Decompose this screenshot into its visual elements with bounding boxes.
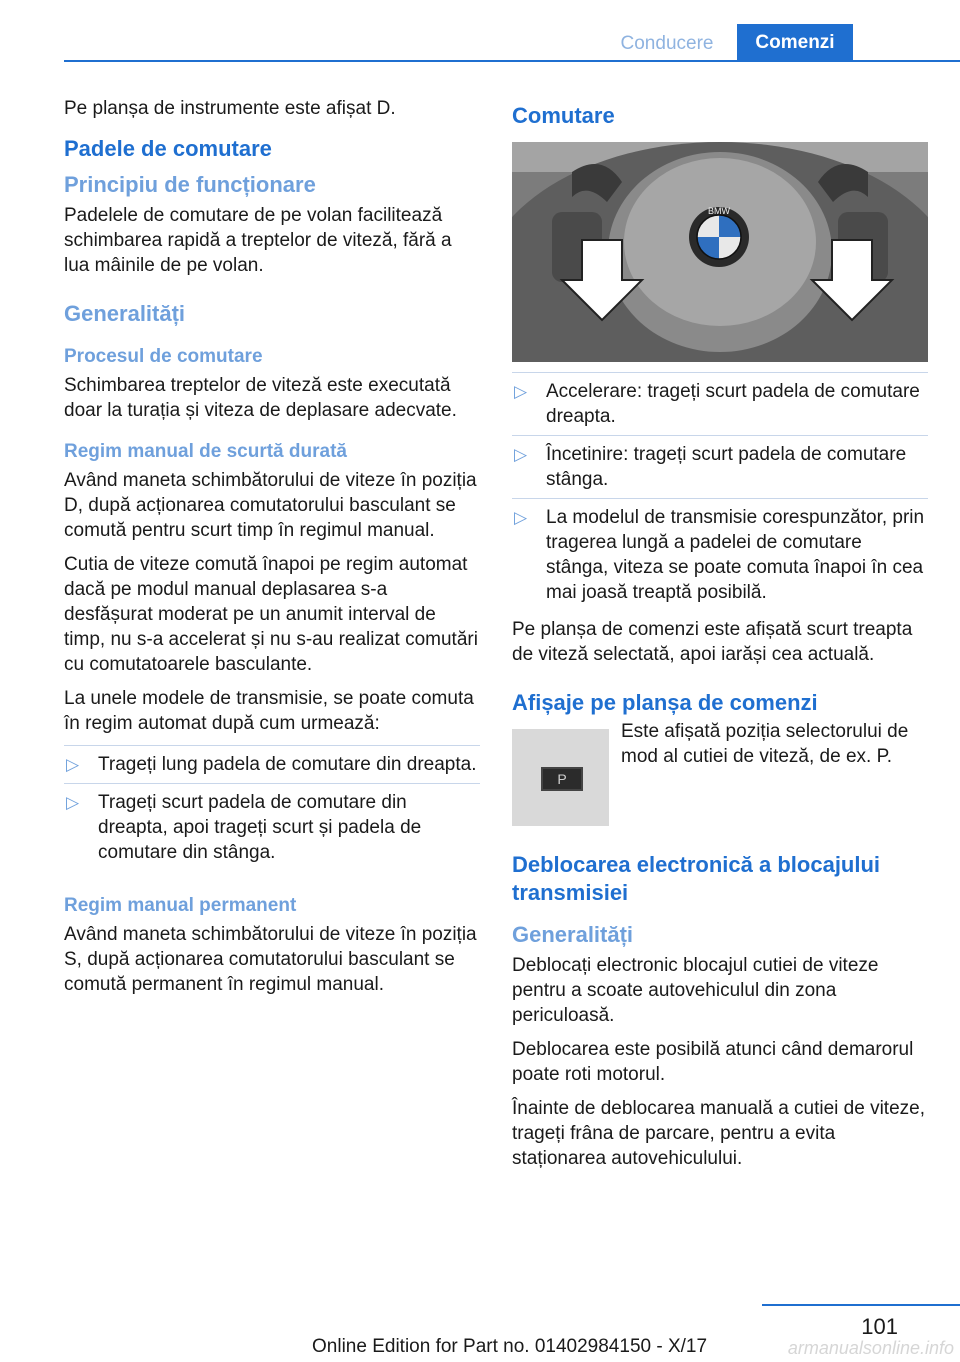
text-procesul: Schimbarea treptelor de viteză este executată doar la turația și viteza de deplasare adecvate. <box>64 375 457 421</box>
bullet-list-left <box>64 745 480 871</box>
text-deblocarea-1: Deblocați electronic blocajul cutiei de viteze pentru a scoate autovehiculul din zona periculoasă. <box>512 955 879 1026</box>
right-column <box>512 96 928 1180</box>
intro-text: Pe planșa de instrumente este afișat D. <box>64 98 396 119</box>
display-block <box>512 721 928 825</box>
text-after-bullets: Pe planșa de comenzi este afișată scurt treapta de viteză selectată, apoi iarăși cea actuală. <box>512 619 913 665</box>
page-number: 101 <box>861 1314 898 1339</box>
list-item: ▷ Încetinire: trageți scurt padela de comutare stânga. <box>512 435 928 498</box>
bullet-list-right <box>512 372 928 611</box>
svg-text:BMW: BMW <box>708 206 730 216</box>
tab-comenzi[interactable]: Comenzi <box>737 24 853 61</box>
footer-rule <box>762 1304 960 1306</box>
triangle-bullet-icon: ▷ <box>66 793 80 812</box>
text-regim-scurt-2: Cutia de viteze comută înapoi pe regim automat dacă pe modul manual deplasarea s-a desfășurat moderat pe un anumit interval de timp, nu s-a accelerat și nu s-au realizat comutări cu comutatoarele basculante. <box>64 554 478 675</box>
text-deblocarea-2: Deblocarea este posibilă atunci când demarorul poate roti motorul. <box>512 1039 914 1085</box>
heading-generalitati-right: Generalități <box>512 922 634 947</box>
gear-display-screen <box>541 767 583 791</box>
left-column <box>64 96 480 1006</box>
watermark: armanualsonline.info <box>787 1338 954 1358</box>
text-afisaje: Este afișată poziția selectorului de mod al cutiei de viteză, de ex. P. <box>621 721 909 767</box>
steering-wheel-image <box>512 142 928 362</box>
heading-comutare: Comutare <box>512 103 615 128</box>
text-regim-permanent: Având maneta schimbătorului de viteze în poziția S, după acționarea comutatorului basculant se comută permanent în regimul manual. <box>64 924 477 995</box>
footer-edition: Online Edition for Part no. 01402984150 - X/17 <box>312 1336 708 1357</box>
list-item: ▷ La modelul de transmisie corespunzător, prin tragerea lungă a padelei de comutare stânga, viteza se poate comuta înapoi în cea mai joasă treaptă posibilă. <box>512 498 928 611</box>
heading-generalitati: Generalități <box>64 301 186 326</box>
heading-procesul: Procesul de comutare <box>64 346 263 367</box>
text-deblocarea-3: Înainte de deblocarea manuală a cutiei de viteze, trageți frâna de parcare, pentru a evita staționarea autovehiculului. <box>512 1098 925 1169</box>
heading-deblocarea: Deblocarea electronică a blocajului transmisiei <box>512 852 881 905</box>
text-principiu: Padelele de comutare de pe volan facilitează schimbarea rapidă a treptelor de viteză, fără a lua mâinile de pe volan. <box>64 205 452 276</box>
list-item: ▷ Trageți lung padela de comutare din dreapta. <box>64 745 480 783</box>
text-regim-scurt-3: La unele modele de transmisie, se poate comuta în regim automat după cum urmează: <box>64 688 474 734</box>
list-item: ▷ Trageți scurt padela de comutare din dreapta, apoi trageți scurt și padela de comutare din stânga. <box>64 783 480 871</box>
heading-principiu: Principiu de funcționare <box>64 172 316 197</box>
triangle-bullet-icon: ▷ <box>514 445 528 464</box>
triangle-bullet-icon: ▷ <box>514 508 528 527</box>
heading-regim-scurt: Regim manual de scurtă durată <box>64 441 347 462</box>
triangle-bullet-icon: ▷ <box>66 755 80 774</box>
heading-regim-permanent: Regim manual permanent <box>64 895 297 916</box>
heading-afisaje: Afișaje pe planșa de comenzi <box>512 690 818 715</box>
heading-padele: Padele de comutare <box>64 136 272 161</box>
tab-conducere[interactable]: Conducere <box>620 33 714 54</box>
text-regim-scurt-1: Având maneta schimbătorului de viteze în poziția D, după acționarea comutatorului basculant se comută pentru scurt timp în regimul manual. <box>64 470 477 541</box>
triangle-bullet-icon: ▷ <box>514 382 528 401</box>
list-item: ▷ Accelerare: trageți scurt padela de comutare dreapta. <box>512 372 928 435</box>
gear-letter: P <box>557 771 567 787</box>
gear-display-image <box>512 729 609 826</box>
